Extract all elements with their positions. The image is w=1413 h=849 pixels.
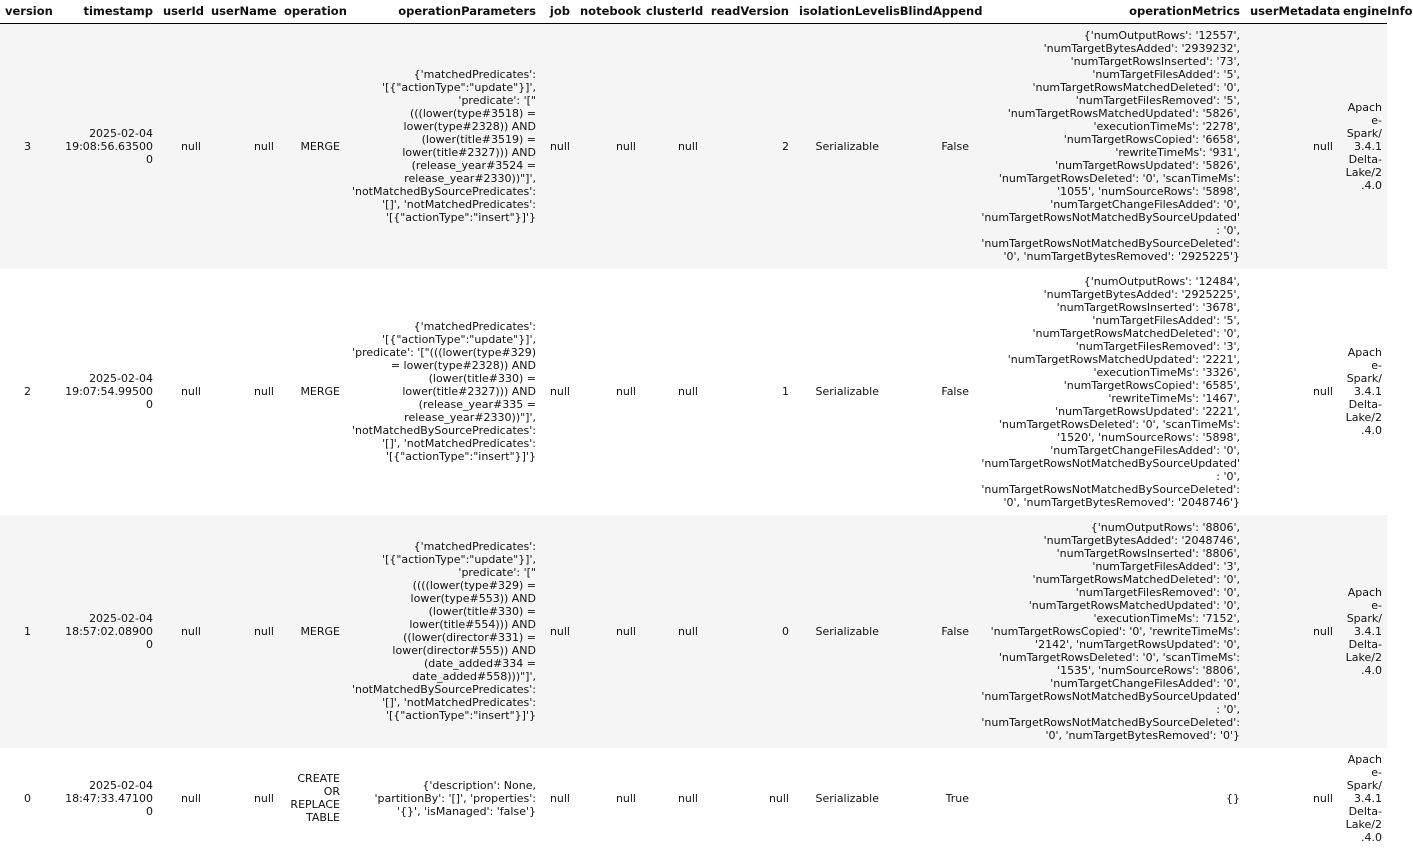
cell-clusterid: null: [641, 269, 703, 515]
col-header-clusterid: clusterId: [641, 0, 703, 24]
cell-operationmetrics: {'numOutputRows': '12484', 'numTargetBytesAdded': '2925225', 'numTargetRowsInserted': '3678', 'numTargetFilesAdded': '5', 'numTargetRowsMatchedDeleted': '0', 'numTargetFilesRemoved': '3', 'numTargetRowsMatchedUpdated': '2221', 'executionTimeMs': '3326', 'numTargetRowsCopied': '6585', 'rewriteTimeMs': '1467', 'numTargetRowsUpdated': '2221', 'numTargetRowsDeleted': '0', 'scanTimeMs': '1520', 'numSourceRows': '5898', 'numTargetChangeFilesAdded': '0', 'numTargetRowsNotMatchedBySourceUpdated': '0', 'numTargetRowsNotMatchedBySourceDeleted': '0', 'numTargetBytesRemoved': '2048746'}: [974, 269, 1245, 515]
cell-engineinfo: Apache-Spark/3.4.1 Delta-Lake/2.4.0: [1338, 515, 1387, 748]
cell-isblindappend: False: [884, 515, 974, 748]
cell-operation: MERGE: [279, 269, 345, 515]
cell-username: null: [206, 269, 279, 515]
cell-clusterid: null: [641, 748, 703, 849]
col-header-readversion: readVersion: [703, 0, 794, 24]
cell-userid: null: [158, 748, 206, 849]
col-header-usermetadata: userMetadata: [1245, 0, 1338, 24]
cell-notebook: null: [575, 24, 641, 269]
cell-operationmetrics: {'numOutputRows': '8806', 'numTargetBytesAdded': '2048746', 'numTargetRowsInserted': '8806', 'numTargetFilesAdded': '3', 'numTargetRowsMatchedDeleted': '0', 'numTargetFilesRemoved': '0', 'numTargetRowsMatchedUpdated': '0', 'executionTimeMs': '7152', 'numTargetRowsCopied': '0', 'rewriteTimeMs': '2142', 'numTargetRowsUpdated': '0', 'numTargetRowsDeleted': '0', 'scanTimeMs': '1535', 'numSourceRows': '8806', 'numTargetChangeFilesAdded': '0', 'numTargetRowsNotMatchedBySourceUpdated': '0', 'numTargetRowsNotMatchedBySourceDeleted': '0', 'numTargetBytesRemoved': '0'}: [974, 515, 1245, 748]
cell-operationparameters: {'matchedPredicates': '[{"actionType":"update"}]', 'predicate': '["((((lower(type#329) = lower(type#553)) AND (lower(title#330) = lower(title#554))) AND ((lower(director#331) = lower(director#555)) AND (date_added#334 = date_added#558)))"]', 'notMatchedBySourcePredicates': '[]', 'notMatchedPredicates': '[{"actionType":"insert"}]'}: [345, 515, 541, 748]
col-header-isblindappend: isBlindAppend: [884, 0, 974, 24]
cell-timestamp: 2025-02-04 19:08:56.635000: [55, 24, 158, 269]
cell-userid: null: [158, 24, 206, 269]
cell-operation: CREATE OR REPLACE TABLE: [279, 748, 345, 849]
col-header-operationmetrics: operationMetrics: [974, 0, 1245, 24]
table-row: [0, 748, 1387, 849]
cell-engineinfo: Apache-Spark/3.4.1 Delta-Lake/2.4.0: [1338, 269, 1387, 515]
cell-readversion: null: [703, 748, 794, 849]
cell-userid: null: [158, 269, 206, 515]
header-row: [0, 0, 1387, 24]
cell-isolationlevel: Serializable: [794, 748, 884, 849]
cell-job: null: [541, 515, 575, 748]
cell-username: null: [206, 24, 279, 269]
cell-readversion: 0: [703, 515, 794, 748]
cell-job: null: [541, 24, 575, 269]
col-header-username: userName: [206, 0, 279, 24]
cell-clusterid: null: [641, 24, 703, 269]
cell-operationparameters: {'description': None, 'partitionBy': '[]', 'properties': '{}', 'isManaged': 'false'}: [345, 748, 541, 849]
cell-readversion: 1: [703, 269, 794, 515]
cell-job: null: [541, 269, 575, 515]
col-header-timestamp: timestamp: [55, 0, 158, 24]
col-header-isolationlevel: isolationLevel: [794, 0, 884, 24]
cell-username: null: [206, 748, 279, 849]
cell-engineinfo: Apache-Spark/3.4.1 Delta-Lake/2.4.0: [1338, 748, 1387, 849]
cell-timestamp: 2025-02-04 18:47:33.471000: [55, 748, 158, 849]
cell-clusterid: null: [641, 515, 703, 748]
cell-usermetadata: null: [1245, 24, 1338, 269]
cell-operation: MERGE: [279, 515, 345, 748]
cell-isolationlevel: Serializable: [794, 24, 884, 269]
cell-operationmetrics: {'numOutputRows': '12557', 'numTargetBytesAdded': '2939232', 'numTargetRowsInserted': '73', 'numTargetFilesAdded': '5', 'numTargetRowsMatchedDeleted': '0', 'numTargetFilesRemoved': '5', 'numTargetRowsMatchedUpdated': '5826', 'executionTimeMs': '2278', 'numTargetRowsCopied': '6658', 'rewriteTimeMs': '931', 'numTargetRowsUpdated': '5826', 'numTargetRowsDeleted': '0', 'scanTimeMs': '1055', 'numSourceRows': '5898', 'numTargetChangeFilesAdded': '0', 'numTargetRowsNotMatchedBySourceUpdated': '0', 'numTargetRowsNotMatchedBySourceDeleted': '0', 'numTargetBytesRemoved': '2925225'}: [974, 24, 1245, 269]
cell-version: 1: [0, 515, 55, 748]
col-header-job: job: [541, 0, 575, 24]
table-row: [0, 269, 1387, 515]
cell-engineinfo: Apache-Spark/3.4.1 Delta-Lake/2.4.0: [1338, 24, 1387, 269]
col-header-notebook: notebook: [575, 0, 641, 24]
cell-username: null: [206, 515, 279, 748]
col-header-userid: userId: [158, 0, 206, 24]
table-row: [0, 515, 1387, 748]
cell-isblindappend: False: [884, 269, 974, 515]
cell-isblindappend: True: [884, 748, 974, 849]
cell-readversion: 2: [703, 24, 794, 269]
cell-usermetadata: null: [1245, 515, 1338, 748]
cell-job: null: [541, 748, 575, 849]
cell-version: 3: [0, 24, 55, 269]
cell-version: 0: [0, 748, 55, 849]
cell-operation: MERGE: [279, 24, 345, 269]
cell-notebook: null: [575, 515, 641, 748]
cell-notebook: null: [575, 269, 641, 515]
col-header-operationparameters: operationParameters: [345, 0, 541, 24]
cell-isolationlevel: Serializable: [794, 515, 884, 748]
cell-isolationlevel: Serializable: [794, 269, 884, 515]
cell-operationparameters: {'matchedPredicates': '[{"actionType":"update"}]', 'predicate': '[" (((lower(type#3518) = lower(type#2328)) AND (lower(title#3519) = lower(title#2327))) AND (release_year#3524 = release_year#2330))"]', 'notMatchedBySourcePredicates': '[]', 'notMatchedPredicates': '[{"actionType":"insert"}]'}: [345, 24, 541, 269]
cell-usermetadata: null: [1245, 269, 1338, 515]
cell-version: 2: [0, 269, 55, 515]
cell-userid: null: [158, 515, 206, 748]
cell-timestamp: 2025-02-04 19:07:54.995000: [55, 269, 158, 515]
col-header-version: version: [0, 0, 55, 24]
col-header-operation: operation: [279, 0, 345, 24]
table-row: [0, 24, 1387, 269]
cell-notebook: null: [575, 748, 641, 849]
cell-isblindappend: False: [884, 24, 974, 269]
cell-usermetadata: null: [1245, 748, 1338, 849]
cell-operationmetrics: {}: [974, 748, 1245, 849]
col-header-engineinfo: engineInfo: [1338, 0, 1387, 24]
cell-operationparameters: {'matchedPredicates': '[{"actionType":"update"}]', 'predicate': '["(((lower(type#329) = lower(type#2328)) AND (lower(title#330) = lower(title#2327))) AND (release_year#335 = release_year#2330))"]', 'notMatchedBySourcePredicates': '[]', 'notMatchedPredicates': '[{"actionType":"insert"}]'}: [345, 269, 541, 515]
cell-timestamp: 2025-02-04 18:57:02.089000: [55, 515, 158, 748]
